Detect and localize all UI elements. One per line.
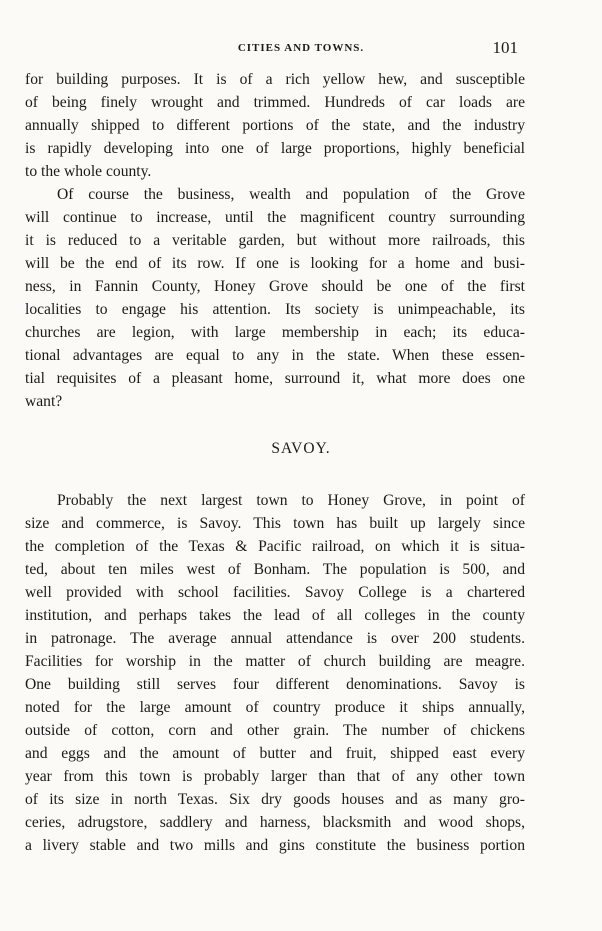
text-line: the completion of the Texas & Pacific railroad, on which it is situa- [25, 538, 525, 555]
text-line: of its size in north Texas. Six dry goods houses and as many gro- [25, 791, 525, 808]
text-line: will be the end of its row. If one is looking for a home and busi- [25, 255, 525, 272]
text-line: in patronage. The average annual attendance is over 200 students. [25, 630, 525, 647]
text-line: want? [25, 393, 63, 410]
body-text-savoy [25, 489, 525, 857]
text-line: will continue to increase, until the magnificent country surrounding [25, 209, 525, 226]
text-line: a livery stable and two mills and gins constitute the business portion [25, 837, 525, 854]
page-number: 101 [492, 38, 518, 57]
text-line: is rapidly developing into one of large proportions, highly beneficial [25, 140, 525, 157]
text-line: for building purposes. It is of a rich yellow hew, and susceptible [25, 71, 525, 88]
text-line: of being finely wrought and trimmed. Hundreds of car loads are [25, 94, 525, 111]
text-line: outside of cotton, corn and other grain. The number of chickens [25, 722, 525, 739]
text-line: noted for the large amount of country produce it ships annually, [25, 699, 525, 716]
text-line: Probably the next largest town to Honey Grove, in point of [57, 492, 525, 509]
text-line: Facilities for worship in the matter of church building are meagre. [25, 653, 525, 670]
text-line: churches are legion, with large membership in each; its educa- [25, 324, 525, 341]
body-text-upper [25, 68, 525, 413]
text-line: ceries, adrugstore, saddlery and harness, blacksmith and wood shops, [25, 814, 525, 831]
text-line: annually shipped to different portions of the state, and the industry [25, 117, 525, 134]
text-line: and eggs and the amount of butter and fruit, shipped east every [25, 745, 525, 762]
text-line: localities to engage his attention. Its society is unimpeachable, its [25, 301, 525, 318]
text-line: ness, in Fannin County, Honey Grove should be one of the first [25, 278, 525, 295]
text-line: to the whole county. [25, 163, 152, 180]
text-line: tial requisites of a pleasant home, surround it, what more does one [25, 370, 525, 387]
text-line: institution, and perhaps takes the lead of all colleges in the county [25, 607, 525, 624]
text-line: year from this town is probably larger than that of any other town [25, 768, 525, 785]
text-line: ted, about ten miles west of Bonham. The population is 500, and [25, 561, 525, 578]
page-header [0, 38, 602, 62]
text-line: well provided with school facilities. Savoy College is a chartered [25, 584, 525, 601]
section-heading: SAVOY. [271, 440, 331, 457]
text-line: Of course the business, wealth and population of the Grove [57, 186, 525, 203]
text-line: One building still serves four different denominations. Savoy is [25, 676, 525, 693]
running-head: CITIES AND TOWNS. [237, 42, 365, 54]
text-line: size and commerce, is Savoy. This town has built up largely since [25, 515, 525, 532]
text-line: it is reduced to a veritable garden, but without more railroads, this [25, 232, 525, 249]
text-line: tional advantages are equal to any in the state. When these essen- [25, 347, 525, 364]
